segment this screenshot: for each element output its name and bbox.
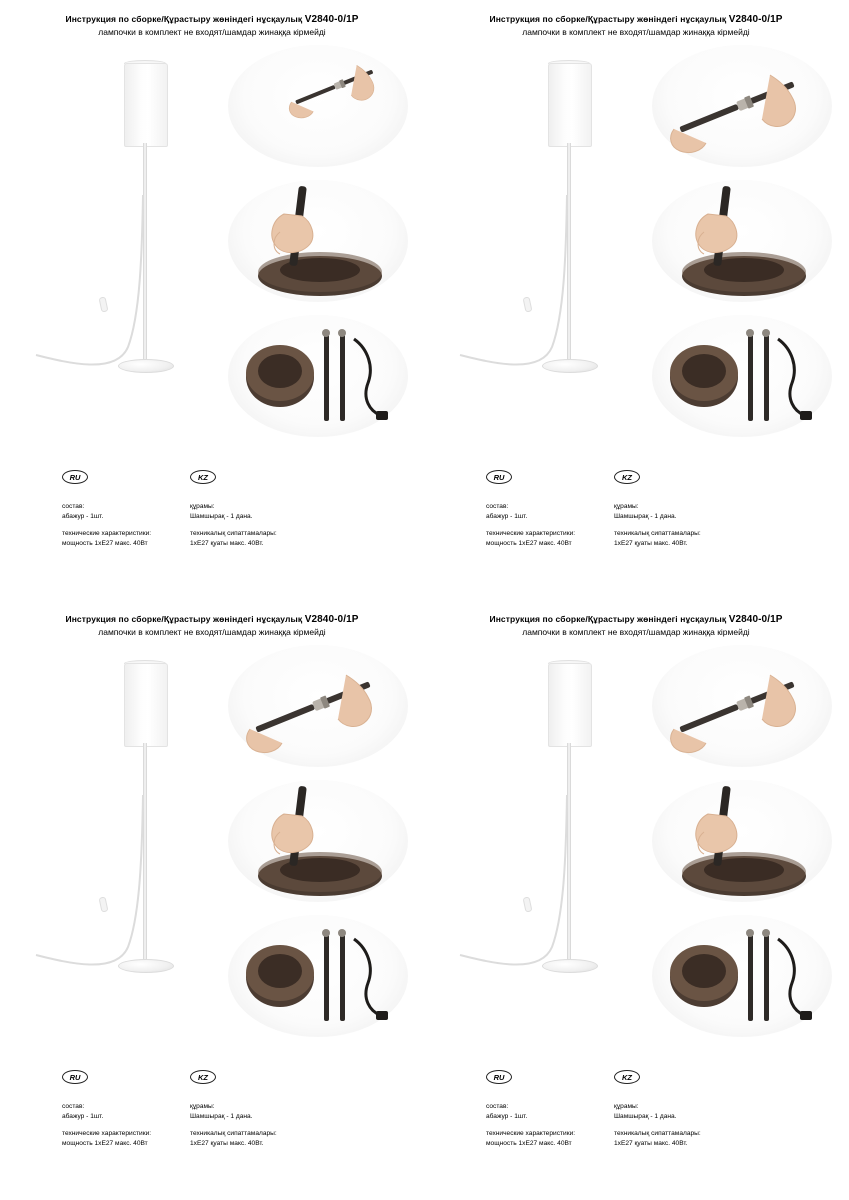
model-code: V2840-0/1P (304, 14, 359, 25)
header-title-line (424, 14, 848, 25)
lamp-shade (124, 663, 168, 747)
spec-value: 1хЕ27 қуаты макс. 40Вт. (614, 1139, 688, 1147)
step-1-graphic (228, 645, 408, 767)
legend-area (424, 470, 848, 590)
spec-label: состав: (62, 1103, 85, 1110)
step-photo-2 (228, 180, 408, 302)
header-title: Инструкция по сборке/Құрастыру жөніндегі нұсқаулық (65, 14, 303, 24)
spec-block-technical (190, 1129, 370, 1148)
legend-column-kz (614, 1070, 794, 1156)
panel-header (0, 600, 424, 637)
model-code: V2840-0/1P (304, 614, 359, 625)
spec-block-composition (62, 1102, 192, 1121)
lamp-shade (548, 663, 592, 747)
spec-block-composition (614, 502, 794, 521)
step-1-graphic (652, 645, 832, 767)
panel-header (424, 0, 848, 37)
spec-block-technical (190, 529, 370, 548)
legend-area (0, 470, 424, 590)
language-badge-ru: RU (486, 1070, 512, 1084)
spec-label: құрамы: (614, 503, 639, 510)
legend-column-ru (486, 470, 616, 556)
spec-block-composition (486, 1102, 616, 1121)
language-badge-kz: KZ (190, 470, 216, 484)
spec-block-composition (614, 1102, 794, 1121)
header-subtitle: лампочки в комплект не входят/шамдар жинаққа кірмейді (98, 27, 326, 37)
step-photo-1 (228, 45, 408, 167)
header-subtitle: лампочки в комплект не входят/шамдар жинаққа кірмейді (522, 27, 750, 37)
language-badge-ru: RU (486, 470, 512, 484)
illustration-area (0, 45, 424, 445)
lamp-illustration (444, 45, 644, 445)
language-badge-ru: RU (62, 1070, 88, 1084)
spec-label: құрамы: (190, 503, 215, 510)
step-photo-2 (652, 780, 832, 902)
spec-value: абажур - 1шт. (486, 512, 528, 520)
spec-label: технические характеристики: (62, 1130, 152, 1138)
legend-column-kz (190, 1070, 370, 1156)
illustration-area (0, 645, 424, 1045)
spec-value: мощность 1хЕ27 макс. 40Вт (62, 539, 148, 547)
lamp-illustration (20, 645, 220, 1045)
instruction-panel (424, 0, 848, 600)
spec-block-technical (486, 1129, 616, 1148)
instruction-panel (0, 600, 424, 1200)
spec-block-composition (62, 502, 192, 521)
assembly-steps (644, 645, 840, 1045)
spec-value: 1хЕ27 қуаты макс. 40Вт. (614, 539, 688, 547)
header-subtitle: лампочки в комплект не входят/шамдар жинаққа кірмейді (522, 627, 750, 637)
header-title: Инструкция по сборке/Құрастыру жөніндегі нұсқаулық (489, 614, 727, 624)
step-1-graphic (228, 45, 408, 167)
header-title-line (0, 14, 424, 25)
spec-value: мощность 1хЕ27 макс. 40Вт (62, 1139, 148, 1147)
lamp-cord (28, 195, 148, 373)
step-photo-1 (652, 645, 832, 767)
assembly-steps (220, 645, 416, 1045)
spec-label: состав: (62, 503, 85, 510)
spec-value: мощность 1хЕ27 макс. 40Вт (486, 539, 572, 547)
legend-area (0, 1070, 424, 1190)
step-3-graphic (652, 915, 832, 1037)
spec-label: құрамы: (190, 1103, 215, 1110)
language-badge-kz: KZ (190, 1070, 216, 1084)
step-photo-2 (652, 180, 832, 302)
spec-value: Шамшырақ - 1 дана. (614, 512, 677, 520)
step-photo-1 (228, 645, 408, 767)
step-2-graphic (228, 780, 408, 902)
spec-label: состав: (486, 503, 509, 510)
assembly-steps (644, 45, 840, 445)
language-badge-ru: RU (62, 470, 88, 484)
lamp-cord (452, 795, 572, 973)
spec-block-composition (190, 1102, 370, 1121)
step-3-graphic (228, 915, 408, 1037)
instruction-panel (424, 600, 848, 1200)
panel-header (424, 600, 848, 637)
spec-label: техникалық сипаттамалары: (190, 530, 277, 538)
legend-column-ru (62, 1070, 192, 1156)
step-photo-3 (228, 315, 408, 437)
step-2-graphic (652, 780, 832, 902)
spec-label: техникалық сипаттамалары: (190, 1130, 277, 1138)
language-badge-kz: KZ (614, 470, 640, 484)
step-photo-3 (228, 915, 408, 1037)
assembly-steps (220, 45, 416, 445)
step-photo-1 (652, 45, 832, 167)
spec-value: абажур - 1шт. (62, 1112, 104, 1120)
illustration-area (424, 645, 848, 1045)
spec-label: технические характеристики: (62, 530, 152, 538)
spec-value: абажур - 1шт. (62, 512, 104, 520)
spec-label: состав: (486, 1103, 509, 1110)
step-2-graphic (228, 180, 408, 302)
step-photo-3 (652, 315, 832, 437)
spec-label: техникалық сипаттамалары: (614, 1130, 701, 1138)
step-1-graphic (652, 45, 832, 167)
header-title-line (424, 614, 848, 625)
spec-value: 1хЕ27 қуаты макс. 40Вт. (190, 1139, 264, 1147)
model-code: V2840-0/1P (728, 614, 783, 625)
legend-column-ru (486, 1070, 616, 1156)
spec-block-composition (486, 502, 616, 521)
header-title: Инструкция по сборке/Құрастыру жөніндегі нұсқаулық (489, 14, 727, 24)
spec-value: 1хЕ27 қуаты макс. 40Вт. (190, 539, 264, 547)
lamp-illustration (444, 645, 644, 1045)
legend-column-kz (614, 470, 794, 556)
lamp-shade (548, 63, 592, 147)
spec-label: технические характеристики: (486, 530, 576, 538)
spec-block-technical (62, 529, 192, 548)
spec-value: мощность 1хЕ27 макс. 40Вт (486, 1139, 572, 1147)
step-photo-3 (652, 915, 832, 1037)
illustration-area (424, 45, 848, 445)
spec-value: Шамшырақ - 1 дана. (190, 512, 253, 520)
header-subtitle: лампочки в комплект не входят/шамдар жинаққа кірмейді (98, 627, 326, 637)
instruction-panel (0, 0, 424, 600)
legend-column-ru (62, 470, 192, 556)
spec-block-technical (614, 1129, 794, 1148)
step-2-graphic (652, 180, 832, 302)
lamp-cord (28, 795, 148, 973)
spec-block-technical (62, 1129, 192, 1148)
step-3-graphic (652, 315, 832, 437)
lamp-shade (124, 63, 168, 147)
spec-value: Шамшырақ - 1 дана. (190, 1112, 253, 1120)
step-photo-2 (228, 780, 408, 902)
spec-block-technical (486, 529, 616, 548)
spec-block-technical (614, 529, 794, 548)
spec-value: абажур - 1шт. (486, 1112, 528, 1120)
spec-label: технические характеристики: (486, 1130, 576, 1138)
language-badge-kz: KZ (614, 1070, 640, 1084)
spec-block-composition (190, 502, 370, 521)
spec-label: құрамы: (614, 1103, 639, 1110)
spec-value: Шамшырақ - 1 дана. (614, 1112, 677, 1120)
lamp-cord (452, 195, 572, 373)
step-3-graphic (228, 315, 408, 437)
spec-label: техникалық сипаттамалары: (614, 530, 701, 538)
header-title-line (0, 614, 424, 625)
header-title: Инструкция по сборке/Құрастыру жөніндегі нұсқаулық (65, 614, 303, 624)
panel-header (0, 0, 424, 37)
lamp-illustration (20, 45, 220, 445)
model-code: V2840-0/1P (728, 14, 783, 25)
legend-column-kz (190, 470, 370, 556)
legend-area (424, 1070, 848, 1190)
